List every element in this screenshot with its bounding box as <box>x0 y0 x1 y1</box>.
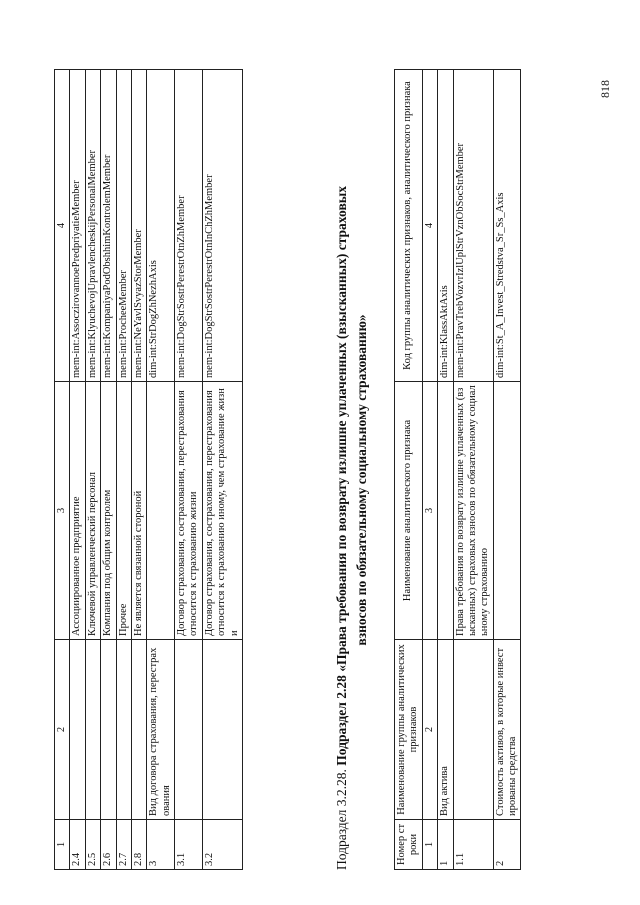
feature-name: Права требования по возврату излишне уплаченных (взысканных) страховых взносов по обязательному социальному страхованию <box>453 382 493 640</box>
group-name <box>101 640 116 820</box>
row-number: 3.1 <box>175 820 203 870</box>
group-name: Вид актива <box>438 640 453 820</box>
table-row <box>453 70 493 870</box>
row-number: 1 <box>438 820 453 870</box>
table-row <box>131 70 146 870</box>
group-name: Вид договора страхования, перестрахования <box>147 640 175 820</box>
feature-code: mem-int:KompaniyaPodObshhimKontrolemMember <box>101 70 116 382</box>
table-row <box>70 70 85 870</box>
feature-code: mem-int:KlyuchevojUpravlencheskijPersonalMember <box>85 70 100 382</box>
feature-name: Прочее <box>116 382 131 640</box>
feature-name: Ассоциированное предприятие <box>70 382 85 640</box>
table-row <box>101 70 116 870</box>
table-row <box>116 70 131 870</box>
group-name <box>116 640 131 820</box>
bottom-table <box>394 69 521 870</box>
row-number: 3 <box>147 820 175 870</box>
top-table-header-row <box>55 70 70 870</box>
row-number: 1.1 <box>453 820 493 870</box>
table-row <box>147 70 175 870</box>
table-row <box>175 70 203 870</box>
table-row <box>438 70 453 870</box>
bottom-table-number-row <box>422 70 437 870</box>
rotated-page-content <box>54 30 614 870</box>
col-index-1: 1 <box>422 820 437 870</box>
table-row <box>493 70 521 870</box>
group-name <box>85 640 100 820</box>
feature-code: mem-int:DogStrSostrPerestrOtnInChZhMember <box>202 70 242 382</box>
feature-code: mem-int:ProcheeMember <box>116 70 131 382</box>
section-heading <box>332 50 371 870</box>
top-table <box>54 69 243 870</box>
feature-name <box>147 382 175 640</box>
row-number: 2.4 <box>70 820 85 870</box>
group-name <box>453 640 493 820</box>
feature-code: mem-int:DogStrSostrPerestrOtnZhMember <box>175 70 203 382</box>
row-number: 2.7 <box>116 820 131 870</box>
top-col-4: 4 <box>55 70 70 382</box>
row-number: 2.5 <box>85 820 100 870</box>
top-col-1: 1 <box>55 820 70 870</box>
col-index-2: 2 <box>422 640 437 820</box>
group-name: Стоимость активов, в которые инвестированы средства <box>493 640 521 820</box>
feature-name: Компания под общим контролем <box>101 382 116 640</box>
feature-code: dim-int:StrDogZhNezhAxis <box>147 70 175 382</box>
feature-code: dim-int:KlassAktAxis <box>438 70 453 382</box>
feature-name: Договор страхования, сострахования, перестрахования относится к страхованию иному, чем страхование жизни <box>202 382 242 640</box>
page-number: 818 <box>598 80 612 98</box>
section-title-line2: взносов по обязательному социальному страхованию» <box>353 314 369 646</box>
row-number: 2 <box>493 820 521 870</box>
feature-name <box>438 382 453 640</box>
group-name <box>175 640 203 820</box>
group-name <box>70 640 85 820</box>
top-col-3: 3 <box>55 382 70 640</box>
col-index-4: 4 <box>422 70 437 382</box>
row-number: 2.6 <box>101 820 116 870</box>
row-number: 2.8 <box>131 820 146 870</box>
feature-code: mem-int:AssoczirovannoePredpriyatieMember <box>70 70 85 382</box>
col-feature-name: Наименование аналитического признака <box>395 382 423 640</box>
feature-name <box>493 382 521 640</box>
feature-name: Не является связанной стороной <box>131 382 146 640</box>
feature-code: mem-int:PravTrebVozvrIzlUplStrVznObSocStrMember <box>453 70 493 382</box>
bottom-table-header-row <box>395 70 423 870</box>
group-name <box>202 640 242 820</box>
table-row <box>85 70 100 870</box>
col-group-name: Наименование группы аналитических признаков <box>395 640 423 820</box>
col-feature-code: Код группы аналитических признаков, аналитического признака <box>395 70 423 382</box>
top-col-2: 2 <box>55 640 70 820</box>
feature-name: Договор страхования, сострахования, перестрахования относится к страхованию жизни <box>175 382 203 640</box>
section-title-line1: Подраздел 2.28 «Права требования по возврату излишне уплаченных (взысканных) страховых <box>334 185 349 766</box>
feature-name: Ключевой управленческий персонал <box>85 382 100 640</box>
feature-code: mem-int:NeYavlSvyazStorMember <box>131 70 146 382</box>
col-row-number: Номер строки <box>395 820 423 870</box>
col-index-3: 3 <box>422 382 437 640</box>
group-name <box>131 640 146 820</box>
row-number: 3.2 <box>202 820 242 870</box>
table-row <box>202 70 242 870</box>
section-prefix: Подраздел 3.2.28. <box>334 769 349 870</box>
feature-code: dim-int:St_A_Invest_Stredstva_Sr_Ss_Axis <box>493 70 521 382</box>
